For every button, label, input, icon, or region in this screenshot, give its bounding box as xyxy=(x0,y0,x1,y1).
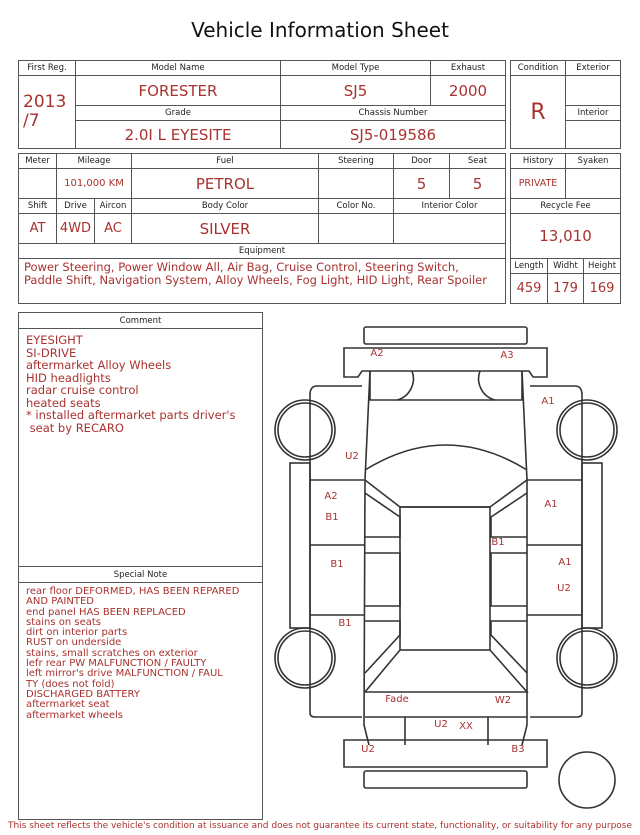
damage-label: U2 xyxy=(434,719,448,730)
body-color-value: SILVER xyxy=(131,213,319,244)
exterior-label: Exterior xyxy=(565,60,621,76)
comment-label: Comment xyxy=(18,312,263,329)
damage-label: U2 xyxy=(557,583,571,594)
exhaust-value: 2000 xyxy=(430,75,506,106)
damage-label: A1 xyxy=(544,499,558,510)
condition-label: Condition xyxy=(510,60,566,76)
body-color-label: Body Color xyxy=(131,198,319,214)
special-note-text: rear floor DEFORMED, HAS BEEN REPARED AND PAINTED end panel HAS BEEN REPLACED stains on seats dirt on interior parts RUST on underside stains, small scratches on exterior lefr rear PW MALFUNCTION / FAULTY left mirror's drive MALFUNCTION / FAUL TY (does not fold) DISCHARGED BATTERY aftermarket seat aftermarket wheels xyxy=(26,586,240,721)
damage-label: B1 xyxy=(338,618,352,629)
model-type-label: Model Type xyxy=(280,60,431,76)
damage-label: B1 xyxy=(491,537,505,548)
model-type-value: SJ5 xyxy=(280,75,431,106)
equipment-text: Power Steering, Power Window All, Air Bag, Cruise Control, Steering Switch, Paddle Shift, Navigation System, Alloy Wheels, Fog Light, HID Light, Rear Spoiler xyxy=(24,260,487,287)
mileage-value: 101,000 KM xyxy=(56,168,132,199)
damage-label: A1 xyxy=(558,557,572,568)
syaken-label: Syaken xyxy=(565,153,621,169)
height-label: Height xyxy=(583,258,621,274)
mileage-label: Mileage xyxy=(56,153,132,169)
exterior-value xyxy=(565,75,621,106)
height-value: 169 xyxy=(583,273,621,304)
chassis-value: SJ5-019586 xyxy=(280,120,506,149)
width-value: 179 xyxy=(547,273,584,304)
damage-label: A3 xyxy=(500,350,514,361)
interior-color-label: Interior Color xyxy=(393,198,506,214)
history-label: History xyxy=(510,153,566,169)
syaken-value xyxy=(565,168,621,199)
damage-label: Fade xyxy=(385,694,409,705)
grade-label: Grade xyxy=(75,105,281,121)
damage-label: U2 xyxy=(345,451,359,462)
model-name-label: Model Name xyxy=(75,60,281,76)
meter-label: Meter xyxy=(18,153,57,169)
seat-label: Seat xyxy=(449,153,506,169)
damage-label: A1 xyxy=(541,396,555,407)
comment-text: EYESIGHT SI-DRIVE aftermarket Alloy Wheels HID headlights radar cruise control heated seats * installed aftermarket parts driver's seat by RECARO xyxy=(26,333,236,435)
steering-value xyxy=(318,168,394,199)
shift-label: Shift xyxy=(18,198,57,214)
first-reg-value xyxy=(18,75,76,149)
disclaimer-footer: This sheet reflects the vehicle's condition at issuance and does not guarantee its current state, functionality, or suitability for any purpose xyxy=(7,821,633,831)
model-name-value: FORESTER xyxy=(75,75,281,106)
color-no-value xyxy=(318,213,394,244)
damage-label: B1 xyxy=(330,559,344,570)
damage-label: B3 xyxy=(511,744,525,755)
aircon-label: Aircon xyxy=(94,198,132,214)
width-label: Widht xyxy=(547,258,584,274)
length-value: 459 xyxy=(510,273,548,304)
chassis-label: Chassis Number xyxy=(280,105,506,121)
interior-value xyxy=(565,120,621,149)
length-label: Length xyxy=(510,258,548,274)
condition-value: R xyxy=(510,75,566,149)
damage-label: B1 xyxy=(325,512,339,523)
damage-label: A2 xyxy=(324,491,338,502)
drive-label: Drive xyxy=(56,198,95,214)
door-value: 5 xyxy=(393,168,450,199)
interior-label: Interior xyxy=(565,105,621,121)
special-note-label: Special Note xyxy=(18,566,263,583)
car-damage-diagram xyxy=(265,315,635,825)
equipment-label: Equipment xyxy=(18,243,506,259)
history-value: PRIVATE xyxy=(510,168,566,199)
shift-value: AT xyxy=(18,213,57,244)
spare-tire-icon xyxy=(559,752,615,808)
grade-value: 2.0I L EYESITE xyxy=(75,120,281,149)
first-reg-year: 2013 xyxy=(23,92,67,112)
damage-label: A2 xyxy=(370,348,384,359)
fuel-value: PETROL xyxy=(131,168,319,199)
first-reg-month: /7 xyxy=(23,111,40,131)
recycle-fee-value: 13,010 xyxy=(510,213,621,259)
aircon-value: AC xyxy=(94,213,132,244)
steering-label: Steering xyxy=(318,153,394,169)
drive-value: 4WD xyxy=(56,213,95,244)
damage-label: XX xyxy=(459,721,473,732)
recycle-fee-label: Recycle Fee xyxy=(510,198,621,214)
interior-color-value xyxy=(393,213,506,244)
seat-value: 5 xyxy=(449,168,506,199)
exhaust-label: Exhaust xyxy=(430,60,506,76)
color-no-label: Color No. xyxy=(318,198,394,214)
damage-label: U2 xyxy=(361,744,375,755)
fuel-label: Fuel xyxy=(131,153,319,169)
door-label: Door xyxy=(393,153,450,169)
meter-value xyxy=(18,168,57,199)
first-reg-label: First Reg. xyxy=(18,60,76,76)
page-title: Vehicle Information Sheet xyxy=(191,18,449,42)
damage-label: W2 xyxy=(494,695,512,706)
